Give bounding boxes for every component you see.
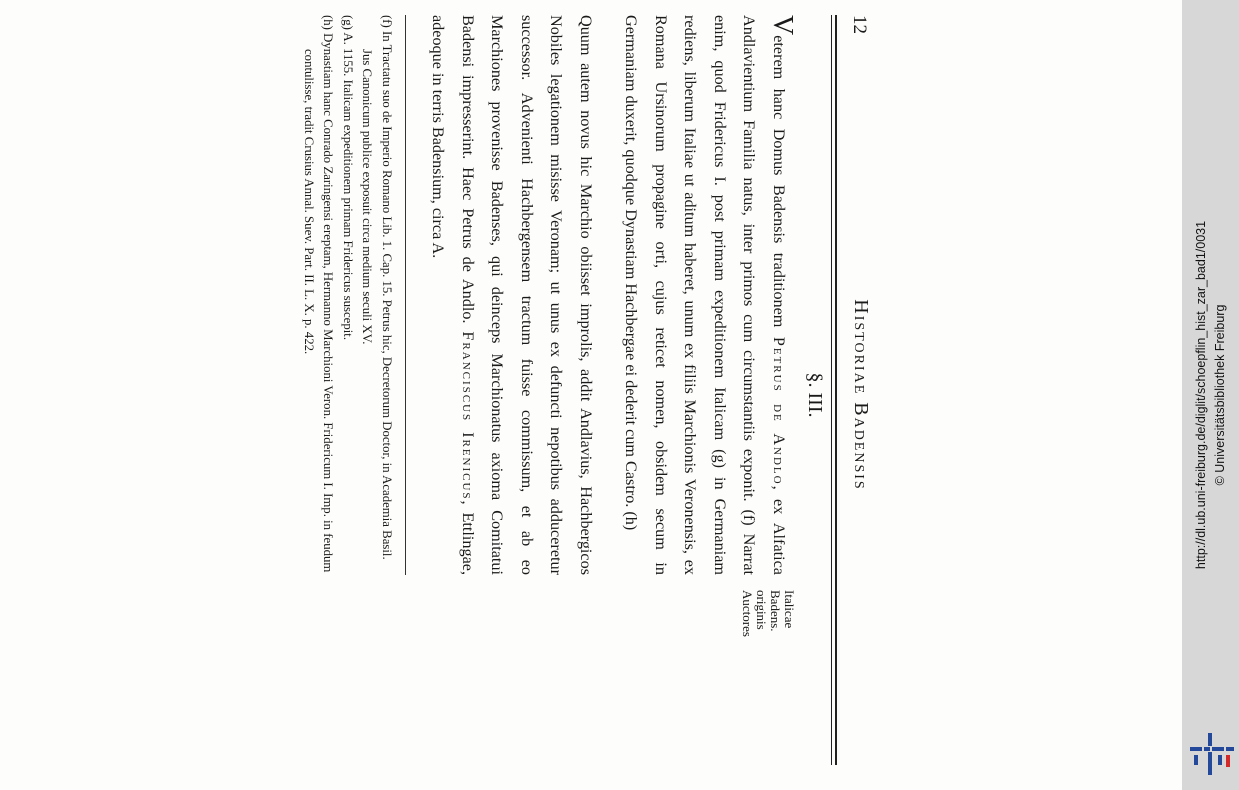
paragraph-2-text-a: Quum autem novus hic Marchio obiisset improlis, addit Andlavius, Hachbergicos Nobiles legationem misisse Veronam; ut unus ex defuncti nepotibus adduceretur successor. Advenienti Hachbergensem tractum fuisse commissum, et ab eo Marchiones provenisse Badenses, qui deinceps Marchionatus axioma Comitatui Badensi impresserint. Haec Petrus de Andlo. — [458, 15, 595, 575]
drop-cap: V — [767, 15, 798, 36]
paragraph-2-text-b: , Ettlingae, adeoque in terris Badensium, circa A. — [429, 15, 477, 576]
page-url[interactable]: http://dl.ub.uni-freiburg.de/diglit/schoepflin_hist_zar_bad1/0031 — [1194, 220, 1208, 570]
footnote-g: (g) A. 1155. Italicam expeditionem primam Fridericus suscepit. — [341, 15, 355, 341]
header-rule-thin — [831, 15, 832, 765]
margin-note — [740, 590, 796, 670]
footnote-h: (h) Dynastiam hanc Conrado Zaringensi ereptam, Hermanno Marchioni Veron. Fridericum I. Imp. in feudum contulisse, tradit Crusius Annal. Suev. Part. II. L. X. p. 422. — [302, 15, 336, 573]
ub-freiburg-logo-icon[interactable] — [1190, 733, 1234, 775]
section-heading: §. III. — [804, 372, 826, 418]
paragraph-1-lead: eterem hanc Domus Badensis traditionem — [770, 35, 788, 328]
paragraph-1 — [615, 15, 798, 575]
copyright-notice: © Universitätsbibliothek Freiburg — [1213, 304, 1227, 486]
viewer-side-strip — [1182, 0, 1239, 790]
footnotes — [299, 15, 397, 575]
paragraph-1-text: , ex Alfatica Andlavientium Familia natus, inter primos cum circumstantiis exponit. (f) Narrat enim, quod Fridericus I. post primam expeditionem Italicam (g) in Germaniam rediens, liberum Italiae ut aditum haberet, unum ex filiis Marchionis Veronensis, ex Romana Ursinorum propagine orti, cujus reticet nomen, obsidem secum in Germaniam duxerit, quodque Dynastiam Hachbergae ei dederit cum Castro. (h) — [622, 15, 788, 575]
author-name-irenicus: Franciscus Irenicus — [458, 331, 477, 501]
author-name-andlo: Petrus de Andlo — [770, 336, 788, 486]
footnote-rule — [405, 15, 406, 575]
footnote-f: (f) In Tractatu suo de Imperio Romano Lib. 1. Cap. 15. Petrus hic, Decretorum Doctor, in Academia Basil. Jus Canonicum publice exposuit circa medium seculi XV. — [360, 15, 394, 560]
margin-note-line: Badens. — [768, 590, 783, 632]
running-head: Historiae Badensis — [850, 299, 872, 491]
margin-note-line: originis — [754, 590, 769, 630]
paragraph-2 — [422, 15, 600, 575]
page-number: 12 — [849, 15, 870, 34]
margin-note-line: Italicae — [782, 590, 797, 629]
header-rule-thick — [835, 15, 837, 765]
margin-note-line: Auctores — [740, 590, 755, 637]
rotated-book-page — [302, 15, 872, 775]
